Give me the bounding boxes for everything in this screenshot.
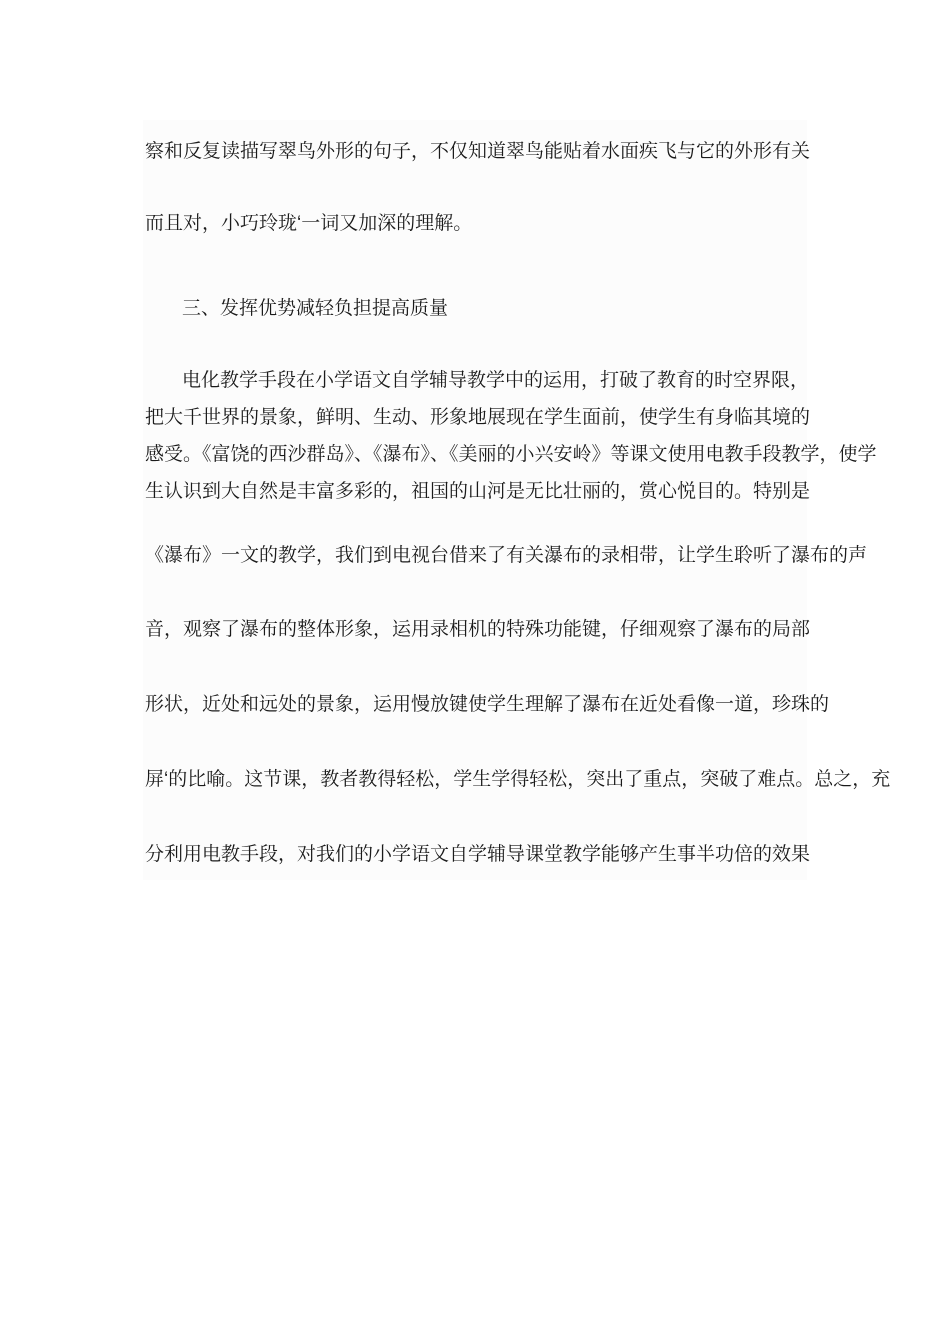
paragraph-line-6: 生认识到大自然是丰富多彩的，祖国的山河是无比壮丽的，赏心悦目的。特别是: [145, 481, 811, 502]
paragraph-line-8: 音，观察了瀑布的整体形象，运用录相机的特殊功能键，仔细观察了瀑布的局部: [145, 619, 811, 640]
paragraph-line-9: 形状，近处和远处的景象，运用慢放键使学生理解了瀑布在近处看像一道，珍珠的: [145, 694, 830, 715]
paragraph-line-2: 而且对，小巧玲珑‘一词又加深的理解。: [145, 213, 473, 234]
paragraph-line-4: 把大千世界的景象，鲜明、生动、形象地展现在学生面前，使学生有身临其境的: [145, 407, 811, 428]
paragraph-line-5: 感受。《富饶的西沙群岛》、《瀑布》、《美丽的小兴安岭》等课文使用电教手段教学，使学: [145, 444, 877, 465]
paragraph-line-7: 《瀑布》一文的教学，我们到电视台借来了有关瀑布的录相带，让学生聆听了瀑布的声: [145, 545, 868, 566]
paragraph-line-10: 屏‘的比喻。这节课，教者教得轻松，学生学得轻松，突出了重点，突破了难点。总之，充: [145, 769, 891, 790]
section-heading: 三、发挥优势减轻负担提高质量: [182, 298, 449, 319]
paragraph-line-1: 察和反复读描写翠鸟外形的句子，不仅知道翠鸟能贴着水面疾飞与它的外形有关: [145, 141, 811, 162]
paragraph-line-11: 分利用电教手段，对我们的小学语文自学辅导课堂教学能够产生事半功倍的效果: [145, 844, 811, 865]
paragraph-line-3: 电化教学手段在小学语文自学辅导教学中的运用，打破了教育的时空界限，: [182, 370, 810, 391]
